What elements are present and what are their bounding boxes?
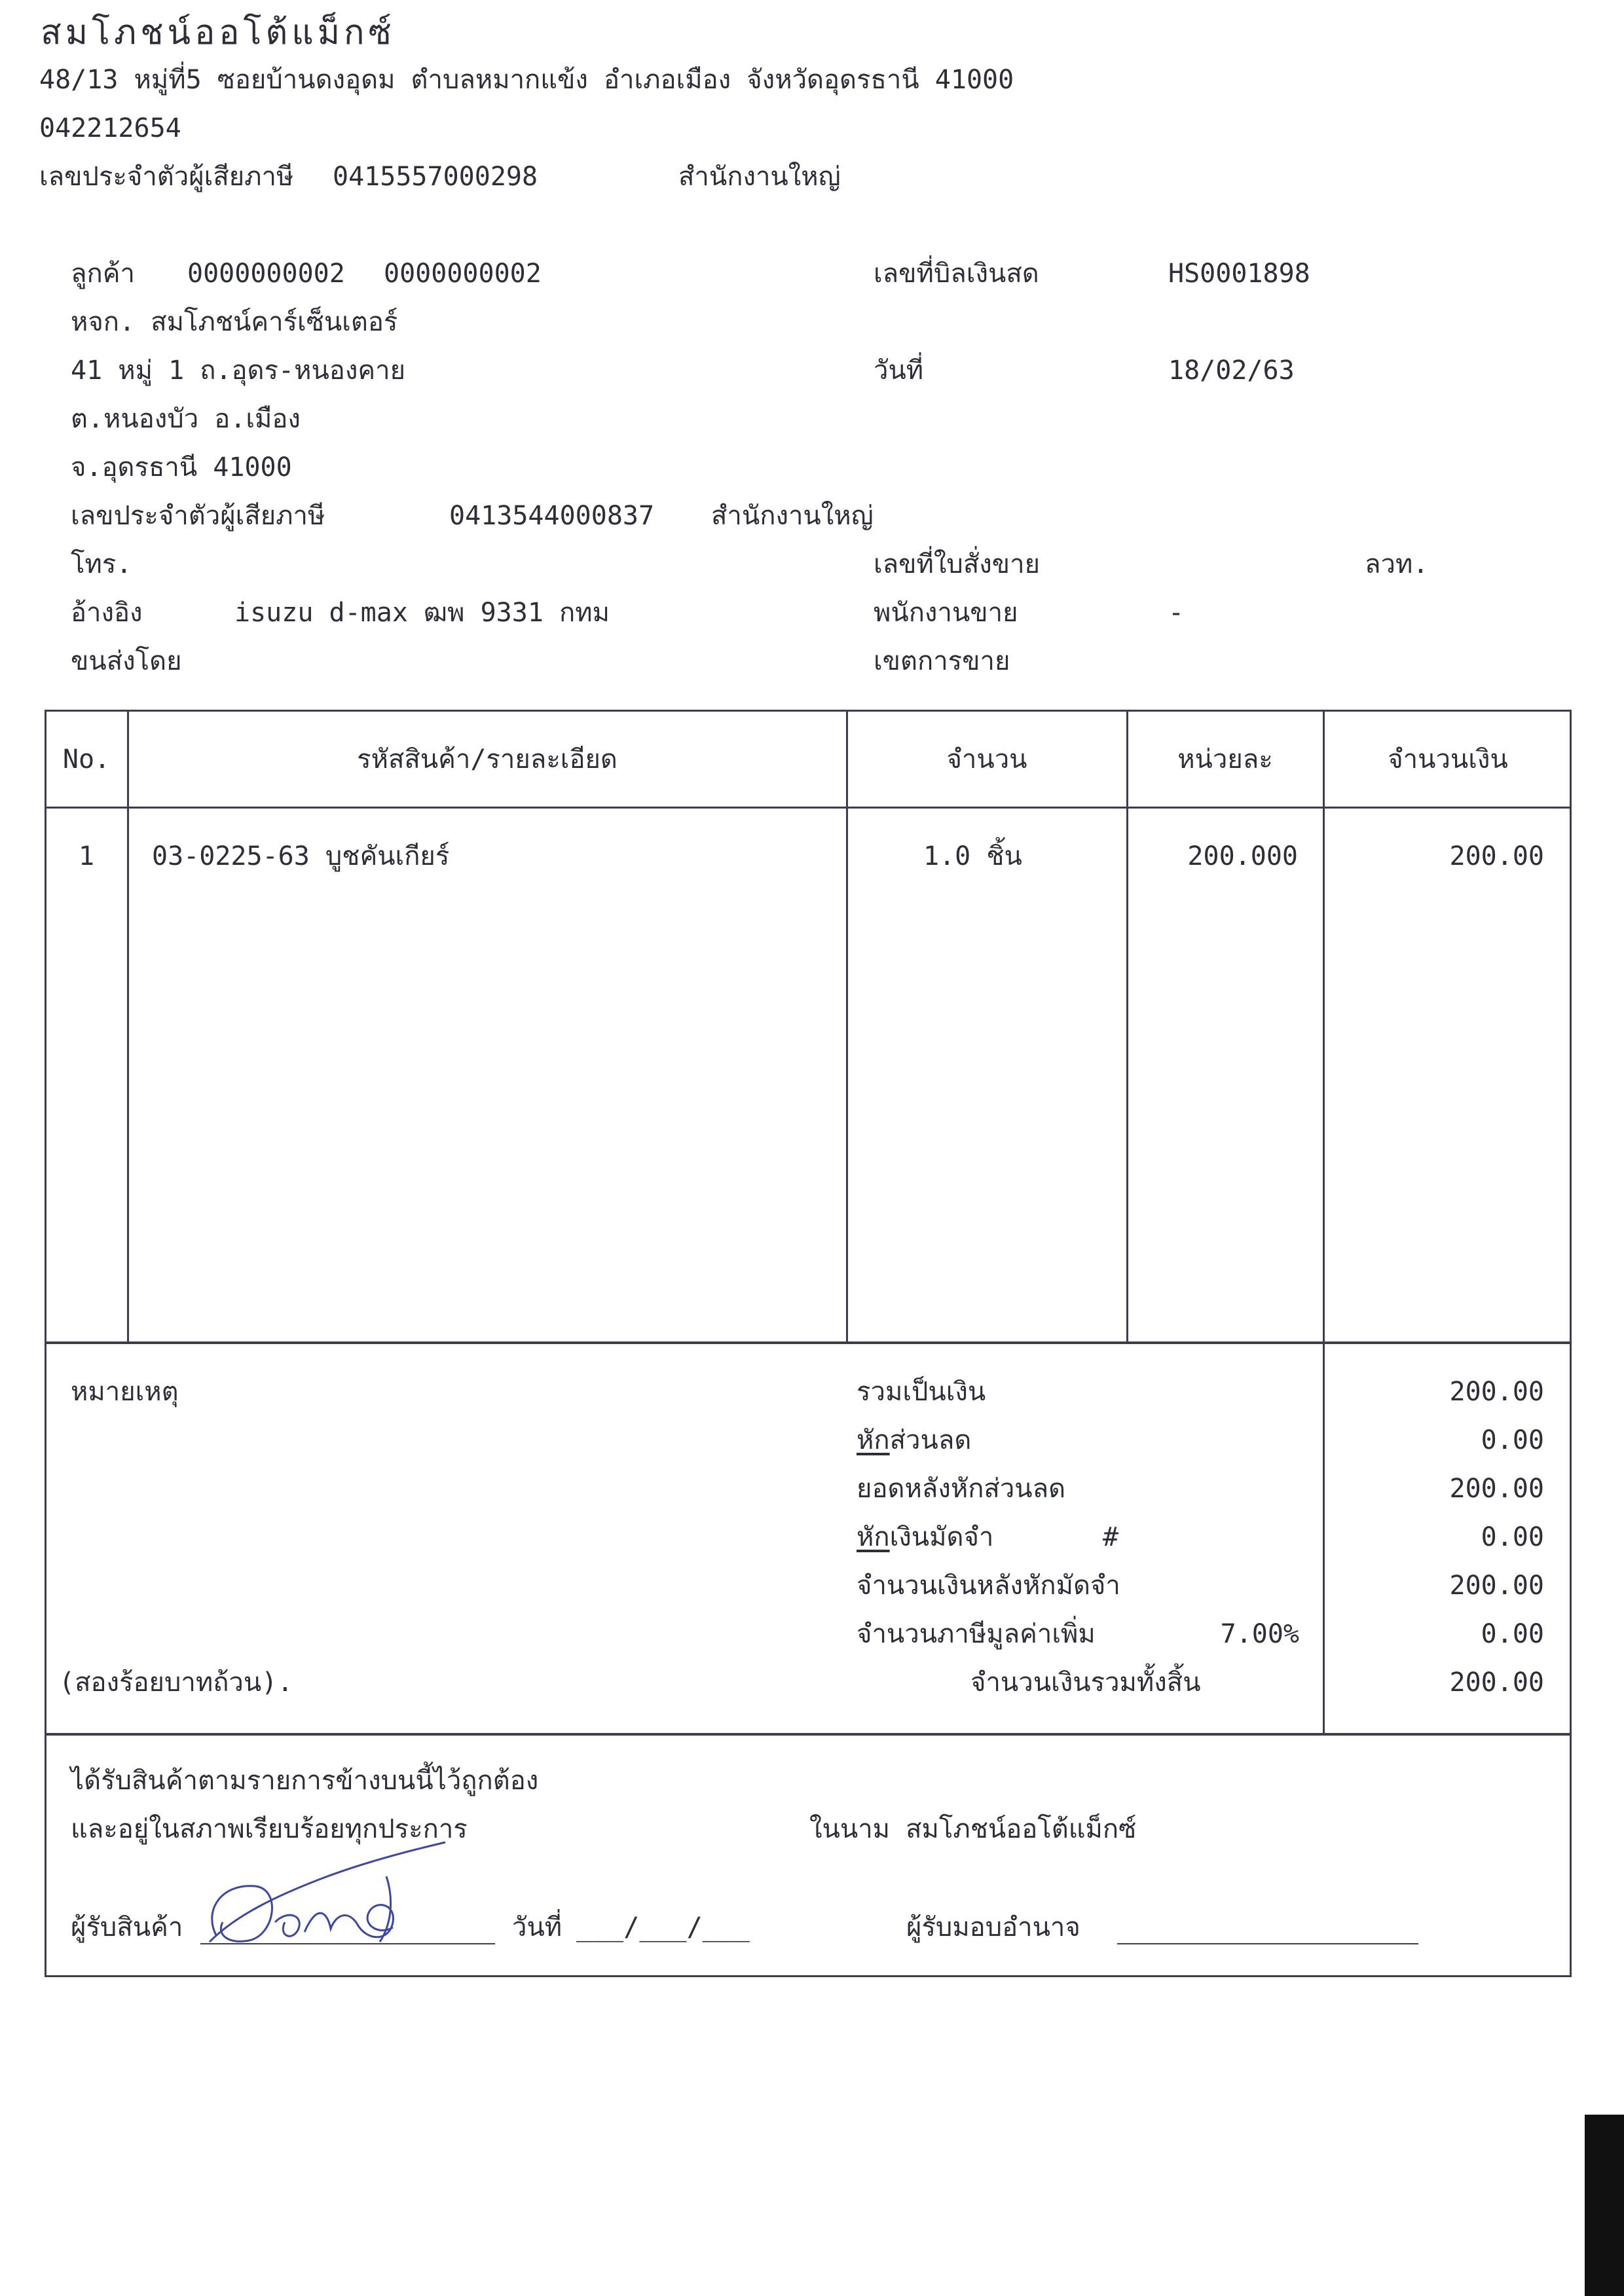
remark-label: หมายเหตุ bbox=[71, 1377, 179, 1407]
col-divider-2 bbox=[846, 710, 848, 1343]
customer-tax-id: 0413544000837 bbox=[449, 501, 655, 531]
customer-tax-id-label: เลขประจำตัวผู้เสียภาษี bbox=[71, 501, 325, 531]
after-deposit-label: จำนวนเงินหลังหักมัดจำ bbox=[857, 1571, 1120, 1601]
ship-by-label: ขนส่งโดย bbox=[71, 646, 182, 676]
grand-total-value: 200.00 bbox=[1449, 1667, 1544, 1698]
company-address: 48/13 หมู่ที่5 ซอยบ้านดงอุดม ตำบลหมากแข้ง อำเภอเมือง จังหวัดอุดรธานี 41000 bbox=[39, 65, 1014, 95]
col-divider-1 bbox=[127, 710, 129, 1343]
header-amount: จำนวนเงิน bbox=[1388, 744, 1508, 774]
footer-date-label: วันที่ bbox=[512, 1912, 563, 1942]
customer-address-1: 41 หมู่ 1 ถ.อุดร-หนองคาย bbox=[71, 355, 406, 386]
sales-order-label: เลขที่ใบสั่งขาย bbox=[874, 549, 1041, 579]
sales-area-label: เขตการขาย bbox=[874, 646, 1010, 676]
after-discount-label: ยอดหลังหักส่วนลด bbox=[857, 1474, 1066, 1504]
header-description: รหัสสินค้า/รายละเอียด bbox=[357, 744, 618, 774]
discount-value: 0.00 bbox=[1481, 1425, 1544, 1455]
header-no: No. bbox=[62, 744, 111, 774]
customer-phone-label: โทร. bbox=[71, 549, 132, 579]
customer-name: หจก. สมโภชน์คาร์เซ็นเตอร์ bbox=[71, 307, 398, 337]
authorized-label: ผู้รับมอบอำนาจ bbox=[906, 1912, 1080, 1942]
after-deposit-value: 200.00 bbox=[1449, 1571, 1544, 1601]
customer-reference: isuzu d-max ฒพ 9331 กทม bbox=[234, 598, 610, 628]
row-unit-price: 200.000 bbox=[1187, 841, 1298, 871]
col-divider-4 bbox=[1323, 710, 1325, 1343]
footer-date-blank: ___/___/___ bbox=[576, 1912, 750, 1942]
header-unit-price: หน่วยละ bbox=[1177, 744, 1273, 774]
discount-label-rest: ส่วนลด bbox=[889, 1425, 972, 1455]
salesperson: - bbox=[1168, 598, 1185, 628]
bill-date-label: วันที่ bbox=[874, 355, 924, 386]
receiver-label: ผู้รับสินค้า bbox=[71, 1912, 183, 1942]
received-line-1: ได้รับสินค้าตามรายการข้างบนนี้ไว้ถูกต้อง bbox=[71, 1766, 539, 1796]
customer-label: ลูกค้า bbox=[71, 259, 135, 289]
on-behalf: ในนาม สมโภชน์ออโต้แม็กซ์ bbox=[809, 1814, 1137, 1844]
after-discount-value: 200.00 bbox=[1449, 1474, 1544, 1504]
row-no: 1 bbox=[78, 841, 95, 871]
vat-value: 0.00 bbox=[1481, 1619, 1544, 1649]
table-header-rule bbox=[45, 807, 1572, 809]
scan-edge bbox=[1585, 2115, 1624, 2296]
bill-date: 18/02/63 bbox=[1168, 355, 1295, 386]
cash-bill-no: HS0001898 bbox=[1168, 259, 1310, 289]
customer-branch: สำนักงานใหญ่ bbox=[711, 501, 874, 531]
row-description: 03-0225-63 บูชคันเกียร์ bbox=[152, 841, 450, 871]
amount-in-words: (สองร้อยบาทถ้วน). bbox=[59, 1667, 293, 1698]
deposit-hash: # bbox=[1103, 1522, 1119, 1552]
deposit-label-underlined: หัก bbox=[857, 1522, 890, 1552]
discount-label bbox=[857, 1427, 971, 1453]
customer-code-1: 0000000002 bbox=[187, 259, 345, 289]
company-tax-id: 0415557000298 bbox=[333, 162, 538, 192]
customer-address-2: ต.หนองบัว อ.เมือง bbox=[71, 404, 301, 434]
company-phone: 042212654 bbox=[39, 113, 181, 143]
company-name: สมโภชน์ออโต้แม็กซ์ bbox=[41, 13, 396, 52]
cash-bill-no-label: เลขที่บิลเงินสด bbox=[874, 259, 1039, 289]
vat-label: จำนวนภาษีมูลค่าเพิ่ม bbox=[857, 1619, 1096, 1649]
row-amount: 200.00 bbox=[1449, 841, 1544, 871]
discount-label-underlined: หัก bbox=[857, 1425, 890, 1455]
receiver-signature bbox=[196, 1837, 458, 1955]
sales-order-suffix: ลวท. bbox=[1365, 549, 1429, 579]
col-divider-3 bbox=[1126, 710, 1128, 1343]
deposit-label bbox=[857, 1524, 993, 1550]
company-tax-id-label: เลขประจำตัวผู้เสียภาษี bbox=[39, 162, 294, 192]
customer-code-2: 0000000002 bbox=[384, 259, 542, 289]
deposit-value: 0.00 bbox=[1481, 1522, 1544, 1552]
subtotal-label: รวมเป็นเงิน bbox=[857, 1377, 986, 1407]
authorized-signature-line bbox=[1117, 1943, 1418, 1944]
subtotal-value: 200.00 bbox=[1449, 1377, 1544, 1407]
company-branch: สำนักงานใหญ่ bbox=[678, 162, 841, 192]
salesperson-label: พนักงานขาย bbox=[874, 598, 1018, 628]
vat-rate: 7.00% bbox=[1220, 1619, 1299, 1649]
items-table bbox=[45, 710, 1572, 1343]
customer-address-3: จ.อุดรธานี 41000 bbox=[71, 452, 292, 483]
deposit-label-rest: เงินมัดจำ bbox=[889, 1522, 994, 1552]
customer-reference-label: อ้างอิง bbox=[71, 598, 143, 628]
row-quantity: 1.0 ชิ้น bbox=[923, 841, 1022, 871]
header-quantity: จำนวน bbox=[946, 744, 1027, 774]
grand-total-label: จำนวนเงินรวมทั้งสิ้น bbox=[970, 1667, 1201, 1698]
received-line-2: และอยู่ในสภาพเรียบร้อยทุกประการ bbox=[71, 1814, 468, 1844]
